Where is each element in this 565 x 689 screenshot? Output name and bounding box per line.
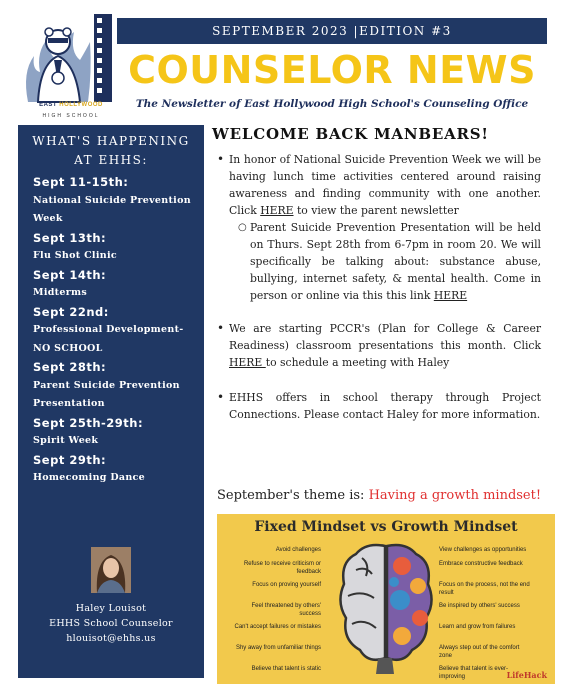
growth-item: Embrace constructive feedback (439, 561, 523, 567)
growth-item: Believe that talent is ever-improving (439, 666, 509, 680)
growth-item: Always step out of the comfort zone (439, 645, 520, 659)
event-date: Sept 22nd: (33, 304, 109, 319)
edition-banner: SEPTEMBER 2023 |EDITION #3 (117, 18, 547, 44)
counselor-title: EHHS School Counselor (49, 618, 173, 629)
fixed-item: Focus on proving yourself (252, 582, 321, 588)
parent-newsletter-link[interactable]: HERE (260, 204, 294, 217)
event-item (33, 414, 201, 451)
mindset-title: Fixed Mindset vs Growth Mindset (254, 519, 518, 535)
sidebar-heading-line1: WHAT'S HAPPENING (32, 134, 190, 148)
counselor-email: hlouisot@ehhs.us (66, 633, 156, 644)
schedule-meeting-link[interactable]: HERE (229, 356, 266, 369)
event-date: Sept 25th-29th: (33, 415, 144, 430)
fixed-item: Can't accept failures or mistakes (234, 624, 321, 630)
bullet-pccr: We are starting PCCR's (Plan for College & Career Readiness) classroom presentations this month. Click HERE to schedule a meeting with Haley (229, 322, 541, 369)
fixed-item: Believe that talent is static (251, 666, 321, 672)
bullet-suicide-prevention: In honor of National Suicide Prevention Week we will be having lunch time activities centered around raising awareness and finding community with one another. Click HERE to view the parent newsletter (229, 153, 541, 217)
event-name: Midterms (33, 287, 88, 298)
logo-school-sub: HIGH SCHOOL (42, 113, 100, 119)
events-list (33, 173, 201, 488)
fixed-item: Avoid challenges (275, 547, 321, 553)
bullet-dot: • (217, 390, 225, 404)
presentation-link[interactable]: HERE (433, 289, 468, 302)
event-date: Sept 13th: (33, 230, 107, 245)
event-name: Parent Suicide Prevention Presentation (33, 379, 180, 409)
bullet-dot: • (217, 321, 225, 335)
event-item (33, 266, 201, 303)
brain-icon (336, 540, 436, 676)
event-date: Sept 29th: (33, 452, 107, 467)
sub-bullet-circle: ○ (238, 222, 247, 233)
fixed-item: Feel threatened by others' success (251, 603, 321, 617)
newsletter-subtitle: The Newsletter of East Hollywood High School's Counseling Office (135, 98, 529, 110)
logo-school-name: EAST HOLLYWOOD (39, 102, 103, 108)
event-name: Flu Shot Clinic (33, 250, 117, 261)
counselor-photo (91, 547, 131, 593)
event-name: Spirit Week (33, 435, 99, 446)
event-name: Professional Development- NO SCHOOL (33, 324, 184, 354)
event-item (33, 229, 201, 266)
newsletter-title: COUNSELOR NEWS (128, 48, 536, 92)
event-date: Sept 28th: (33, 360, 107, 374)
mindset-graphic (217, 514, 555, 684)
event-item (33, 303, 201, 359)
event-item (33, 451, 201, 488)
monthly-theme: September's theme is: Having a growth mindset! (217, 488, 542, 503)
growth-item: View challenges as opportunities (439, 547, 527, 553)
bullet-therapy: EHHS offers in school therapy through Project Connections. Please contact Haley for more information. (229, 391, 541, 421)
event-item (33, 358, 201, 414)
event-name: Homecoming Dance (33, 472, 145, 483)
fixed-item: Shy away from unfamiliar things (235, 645, 321, 651)
counselor-info (18, 601, 204, 646)
events-sidebar (18, 125, 204, 678)
welcome-heading: WELCOME BACK MANBEARS! (212, 125, 489, 143)
event-date: Sept 11-15th: (33, 175, 129, 189)
growth-item: Focus on the process, not the end result (439, 582, 530, 596)
sub-bullet-presentation: Parent Suicide Prevention Presentation will be held on Thurs. Sept 28th from 6-7pm in room 20. We will specifically be talking about: substance abuse, bullying, internet safety, & mental health. Come in person or online via this this link HERE (250, 221, 541, 302)
growth-item: Be inspired by others' success (439, 603, 520, 609)
fixed-item: Refuse to receive criticism or feedback (243, 561, 321, 575)
source-logo: LifeHack (506, 670, 547, 680)
sidebar-heading (18, 132, 204, 170)
bullet-dot: • (217, 152, 225, 166)
counselor-name: Haley Louisot (75, 603, 147, 614)
event-item (33, 173, 201, 229)
school-logo (18, 12, 118, 127)
theme-highlight: Having a growth mindset! (368, 488, 542, 503)
growth-item: Learn and grow from failures (439, 624, 516, 630)
sidebar-heading-line2: AT EHHS: (74, 153, 148, 167)
event-name: National Suicide Prevention Week (33, 194, 191, 224)
event-date: Sept 14th: (33, 267, 107, 282)
